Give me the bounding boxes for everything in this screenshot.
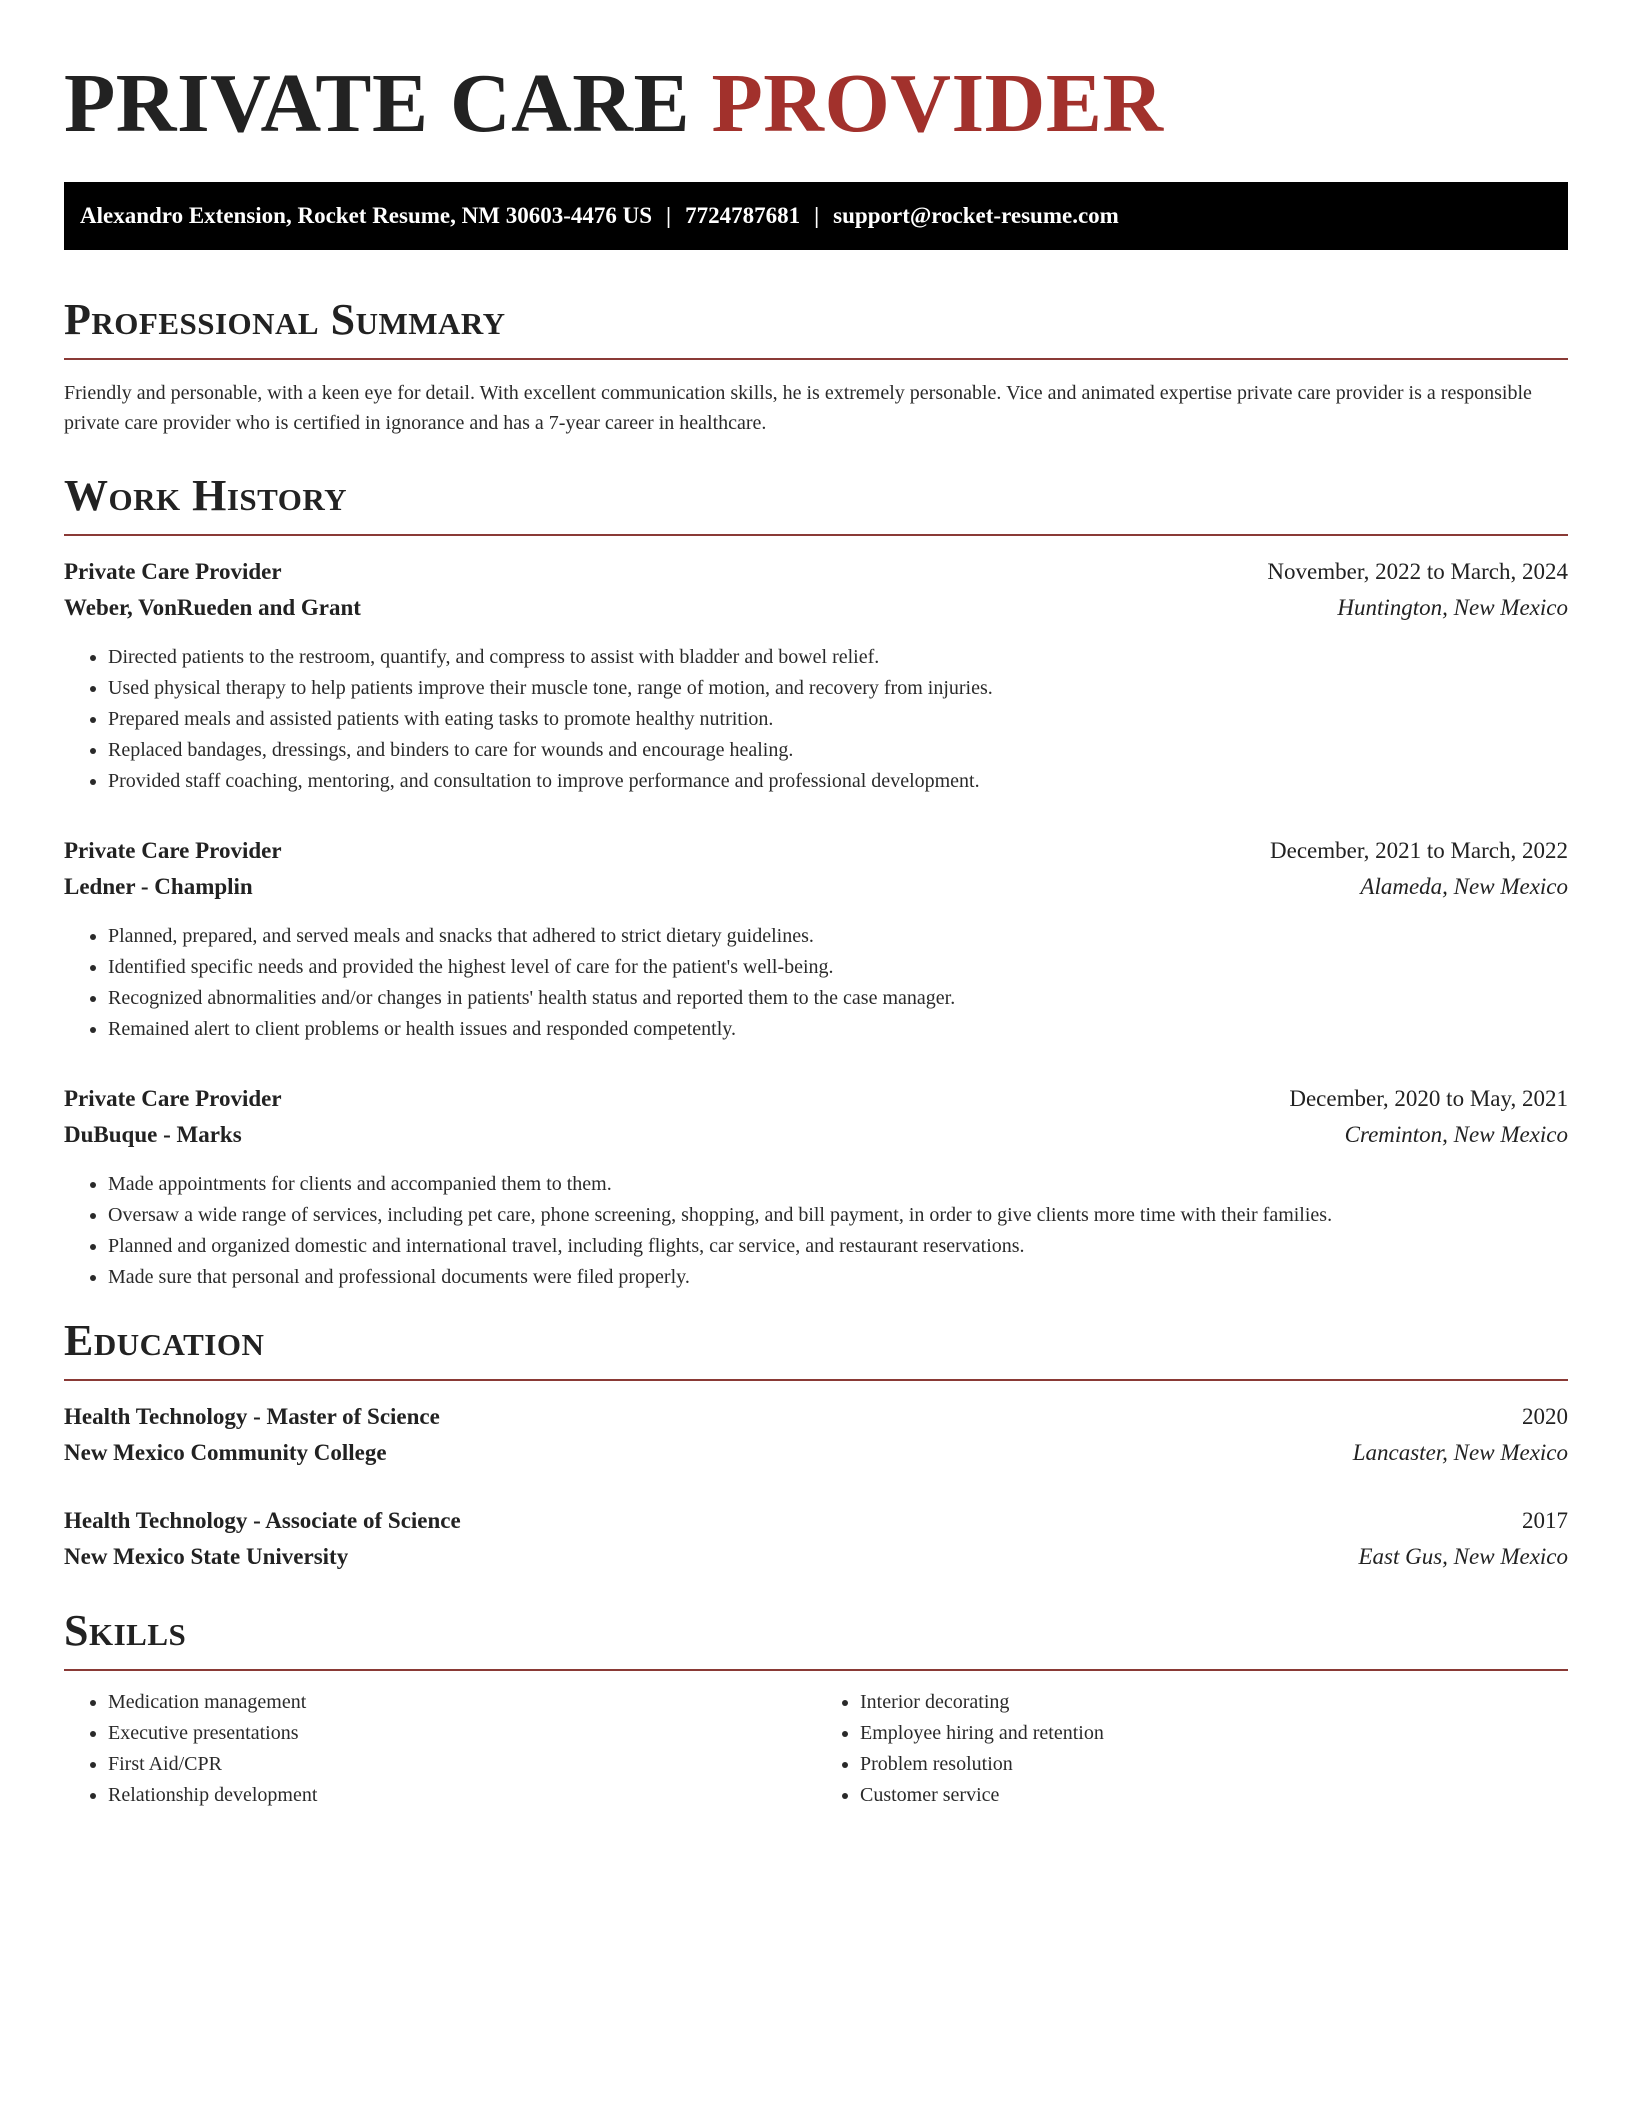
skill-item: • Relationship development — [108, 1780, 816, 1811]
list-item: • Directed patients to the restroom, quantify, and compress to assist with bladder and bowel relief. — [108, 642, 1568, 673]
skill-item: • Problem resolution — [860, 1749, 1568, 1780]
skills-grid — [64, 1687, 1568, 1811]
job-company: Ledner - Champlin — [64, 874, 253, 899]
job-entry — [64, 1081, 1568, 1293]
list-item: • Planned and organized domestic and international travel, including flights, car service, and restaurant reservations. — [108, 1231, 1568, 1262]
skill-item: • Employee hiring and retention — [860, 1718, 1568, 1749]
education-location: East Gus, New Mexico — [1358, 1544, 1568, 1569]
education-year: 2020 — [1522, 1404, 1568, 1429]
section-heading-education: Education — [64, 1316, 265, 1365]
skill-item: • First Aid/CPR — [108, 1749, 816, 1780]
job-location: Creminton, New Mexico — [1344, 1122, 1568, 1147]
job-company: Weber, VonRueden and Grant — [64, 595, 361, 620]
section-divider — [64, 534, 1568, 536]
section-divider — [64, 1379, 1568, 1381]
summary-text: Friendly and personable, with a keen eye for detail. With excellent communication skills, he is extremely personable. Vice and animated expertise private care provider is a responsible private care provider who is certified in ignorance and has a 7-year career in healthcare. — [64, 382, 1532, 434]
job-dates: December, 2021 to March, 2022 — [1270, 838, 1568, 863]
list-item: • Remained alert to client problems or health issues and responded competently. — [108, 1014, 1568, 1045]
list-item: • Made sure that personal and professional documents were filed properly. — [108, 1262, 1568, 1293]
education-entry — [64, 1399, 1568, 1471]
job-location: Alameda, New Mexico — [1360, 874, 1568, 899]
section-heading-summary: Professional Summary — [64, 295, 506, 344]
job-title: Private Care Provider — [64, 1086, 282, 1111]
job-bullet-list — [64, 642, 1568, 797]
education-degree: Health Technology - Master of Science — [64, 1404, 440, 1429]
education-school: New Mexico Community College — [64, 1440, 387, 1465]
section-divider — [64, 358, 1568, 360]
contact-separator: | — [666, 203, 672, 228]
contact-address: Alexandro Extension, Rocket Resume, NM 30603-4476 US — [80, 203, 653, 228]
education-year: 2017 — [1522, 1508, 1568, 1533]
list-item: • Planned, prepared, and served meals and snacks that adhered to strict dietary guidelines. — [108, 921, 1568, 952]
job-dates: December, 2020 to May, 2021 — [1289, 1086, 1568, 1111]
title-main: PRIVATE CARE — [64, 57, 690, 150]
list-item: • Oversaw a wide range of services, including pet care, phone screening, shopping, and bill payment, in order to give clients more time with their families. — [108, 1200, 1568, 1231]
job-entry — [64, 833, 1568, 1045]
contact-bar — [64, 182, 1568, 250]
job-bullet-list — [64, 921, 1568, 1045]
job-title: Private Care Provider — [64, 838, 282, 863]
skill-item: • Interior decorating — [860, 1687, 1568, 1718]
section-heading-work-history: Work History — [64, 471, 348, 520]
list-item: • Provided staff coaching, mentoring, and consultation to improve performance and professional development. — [108, 766, 1568, 797]
skill-item: • Customer service — [860, 1780, 1568, 1811]
contact-separator: | — [814, 203, 820, 228]
job-title: Private Care Provider — [64, 559, 282, 584]
contact-phone[interactable]: 7724787681 — [685, 203, 801, 228]
education-school: New Mexico State University — [64, 1544, 349, 1569]
education-degree: Health Technology - Associate of Science — [64, 1508, 461, 1533]
job-dates: November, 2022 to March, 2024 — [1267, 559, 1568, 584]
list-item: • Made appointments for clients and accompanied them to them. — [108, 1169, 1568, 1200]
skill-item: • Medication management — [108, 1687, 816, 1718]
title-accent: PROVIDER — [711, 57, 1164, 150]
list-item: • Recognized abnormalities and/or changes in patients' health status and reported them to the case manager. — [108, 983, 1568, 1014]
work-history-list — [64, 554, 1568, 1293]
job-bullet-list — [64, 1169, 1568, 1293]
skill-item: • Executive presentations — [108, 1718, 816, 1749]
job-location: Huntington, New Mexico — [1337, 595, 1568, 620]
job-entry — [64, 554, 1568, 797]
contact-email[interactable]: support@rocket-resume.com — [833, 203, 1119, 228]
section-heading-skills: Skills — [64, 1606, 187, 1655]
job-company: DuBuque - Marks — [64, 1122, 242, 1147]
skills-column-left — [64, 1687, 816, 1811]
section-divider — [64, 1669, 1568, 1671]
list-item: • Used physical therapy to help patients improve their muscle tone, range of motion, and recovery from injuries. — [108, 673, 1568, 704]
skills-column-right — [816, 1687, 1568, 1811]
education-location: Lancaster, New Mexico — [1352, 1440, 1568, 1465]
list-item: • Prepared meals and assisted patients with eating tasks to promote healthy nutrition. — [108, 704, 1568, 735]
list-item: • Replaced bandages, dressings, and binders to care for wounds and encourage healing. — [108, 735, 1568, 766]
education-entry — [64, 1503, 1568, 1575]
list-item: • Identified specific needs and provided the highest level of care for the patient's well-being. — [108, 952, 1568, 983]
resume-title — [64, 50, 1568, 158]
